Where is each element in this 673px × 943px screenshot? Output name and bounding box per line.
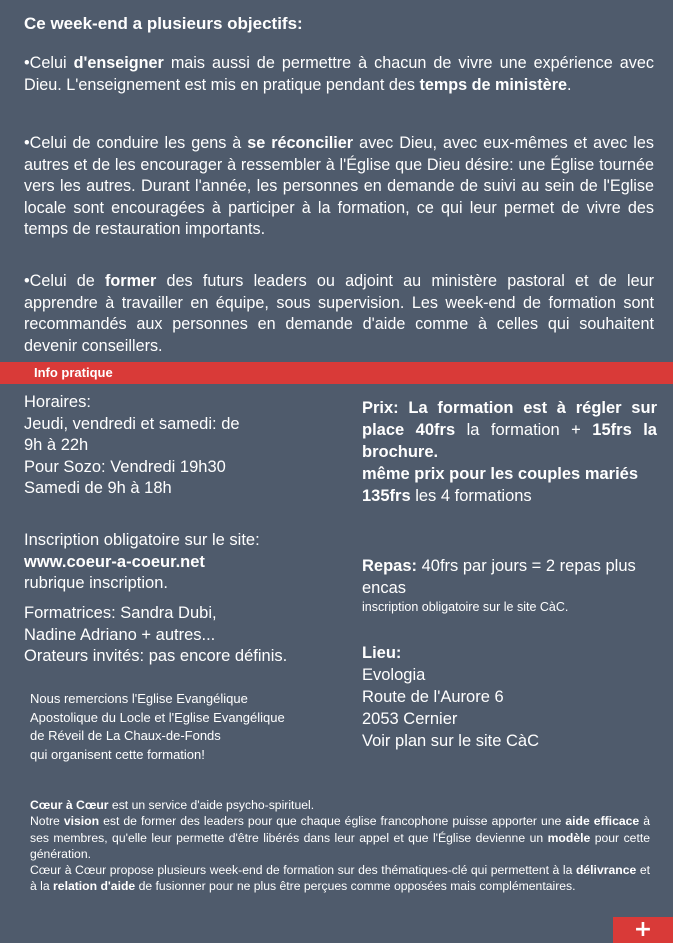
objective-reconcile xyxy=(24,133,654,241)
text: de fusionner pour ne plus être perçues comme opposées mais complémentaires. xyxy=(135,879,576,894)
thanks-line: Apostolique du Locle et l'Eglise Evangélique xyxy=(30,709,285,725)
highlight: aide efficace xyxy=(565,814,640,829)
repas-block xyxy=(362,555,657,615)
inscription-text: Inscription obligatoire sur le site: xyxy=(24,531,260,549)
text: Cœur à Cœur propose plusieurs week-end de formation sur des thématiques-clé qui permettent à la xyxy=(30,863,576,878)
thanks-block xyxy=(30,690,360,764)
highlight: se réconcilier xyxy=(247,134,354,152)
info-band-title: Info pratique xyxy=(34,365,113,380)
formatrices-line: Formatrices: Sandra Dubi, xyxy=(24,604,217,622)
repas-text: 40frs par jours = 2 repas plus encas xyxy=(362,557,636,597)
objective-teaching xyxy=(24,53,654,96)
prix-couples: même prix pour les couples mariés xyxy=(362,465,639,483)
text: et à la xyxy=(30,863,650,894)
horaires-block xyxy=(24,392,354,500)
prix-block xyxy=(362,397,657,507)
lieu-line: Voir plan sur le site CàC xyxy=(362,732,539,750)
repas-title: Repas: xyxy=(362,557,418,575)
page-heading: Ce week-end a plusieurs objectifs: xyxy=(24,14,303,33)
footer-block xyxy=(30,797,650,895)
highlight: relation d'aide xyxy=(53,879,136,894)
inscription-block xyxy=(24,530,354,595)
website-link[interactable]: www.coeur-a-coeur.net xyxy=(24,552,205,571)
brand-name: Cœur à Cœur xyxy=(30,798,109,812)
text: est de former des leaders pour que chaque église francophone puisse apporter une xyxy=(99,814,566,829)
text: des futurs leaders ou adjoint au ministère pastoral et de leur apprendre à travailler en équipe, sous supervision. Les week-end de formation sont recommandés aux personnes en demande d'aide comme à celles qui souhaitent devenir conseillers. xyxy=(24,272,654,355)
objective-train xyxy=(24,271,654,357)
text: •Celui xyxy=(24,54,74,72)
footer-line xyxy=(30,862,650,895)
highlight: d'enseigner xyxy=(73,54,164,72)
text: pour cette génération. xyxy=(30,830,650,861)
highlight: former xyxy=(105,272,157,290)
horaires-line: Samedi de 9h à 18h xyxy=(24,479,172,497)
prix-bold: Prix: La formation est à régler sur place 40frs xyxy=(362,399,657,439)
horaires-line: Pour Sozo: Vendredi 19h30 xyxy=(24,457,226,476)
highlight: délivrance xyxy=(575,863,637,878)
plus-icon: + xyxy=(613,917,673,943)
text: Notre xyxy=(30,814,64,829)
text: avec Dieu, avec eux-mêmes et avec les autres et de les encourager à ressembler à l'Église que Dieu désire: une Église tournée vers les autres. Durant l'année, les personnes en demande de suivi au sein de l'Eglise locale sont encouragées à participer à la formation, ce qui leur permet de vivre des temps de restauration importants. xyxy=(24,134,654,238)
lieu-line: Evologia xyxy=(362,666,426,684)
formatrices-block xyxy=(24,603,354,668)
prix-bold: 135frs xyxy=(362,487,411,505)
formatrices-line: Orateurs invités: pas encore définis. xyxy=(24,647,288,665)
text: à ses membres, qu'elle leur permette d'être libérés dans leur appel et que l'Église devienne un xyxy=(30,814,650,845)
text: est un service d'aide psycho-spirituel. xyxy=(108,798,315,812)
repas-note: inscription obligatoire sur le site CàC. xyxy=(362,600,569,614)
highlight: modèle xyxy=(547,830,591,845)
footer-line xyxy=(30,797,650,813)
text: •Celui de conduire les gens à xyxy=(24,134,248,152)
thanks-line: Nous remercions l'Eglise Evangélique xyxy=(30,691,248,706)
highlight: vision xyxy=(63,814,100,829)
rubrique-text: rubrique inscription. xyxy=(24,574,168,592)
footer-line xyxy=(30,813,650,862)
prix-bold: 15frs la brochure. xyxy=(362,421,657,461)
text: •Celui de xyxy=(24,272,106,290)
thanks-line: qui organisent cette formation! xyxy=(30,746,205,762)
lieu-line: Route de l'Aurore 6 xyxy=(362,688,504,706)
lieu-title: Lieu: xyxy=(362,644,402,662)
highlight: temps de ministère xyxy=(419,75,567,94)
prix-text: la formation + xyxy=(455,421,593,439)
horaires-line: 9h à 22h xyxy=(24,436,89,454)
horaires-line: Jeudi, vendredi et samedi: de xyxy=(24,414,240,433)
prix-text: les 4 formations xyxy=(410,487,532,505)
text: . xyxy=(567,75,572,94)
horaires-title: Horaires: xyxy=(24,393,91,411)
lieu-line: 2053 Cernier xyxy=(362,710,458,728)
info-band xyxy=(0,362,673,384)
lieu-block xyxy=(362,642,657,752)
text: mais aussi de permettre à chacun de vivre une expérience avec Dieu. L'enseignement est mis en pratique pendant des xyxy=(24,54,654,94)
thanks-line: de Réveil de La Chaux-de-Fonds xyxy=(30,728,221,743)
formatrices-line: Nadine Adriano + autres... xyxy=(24,625,216,644)
